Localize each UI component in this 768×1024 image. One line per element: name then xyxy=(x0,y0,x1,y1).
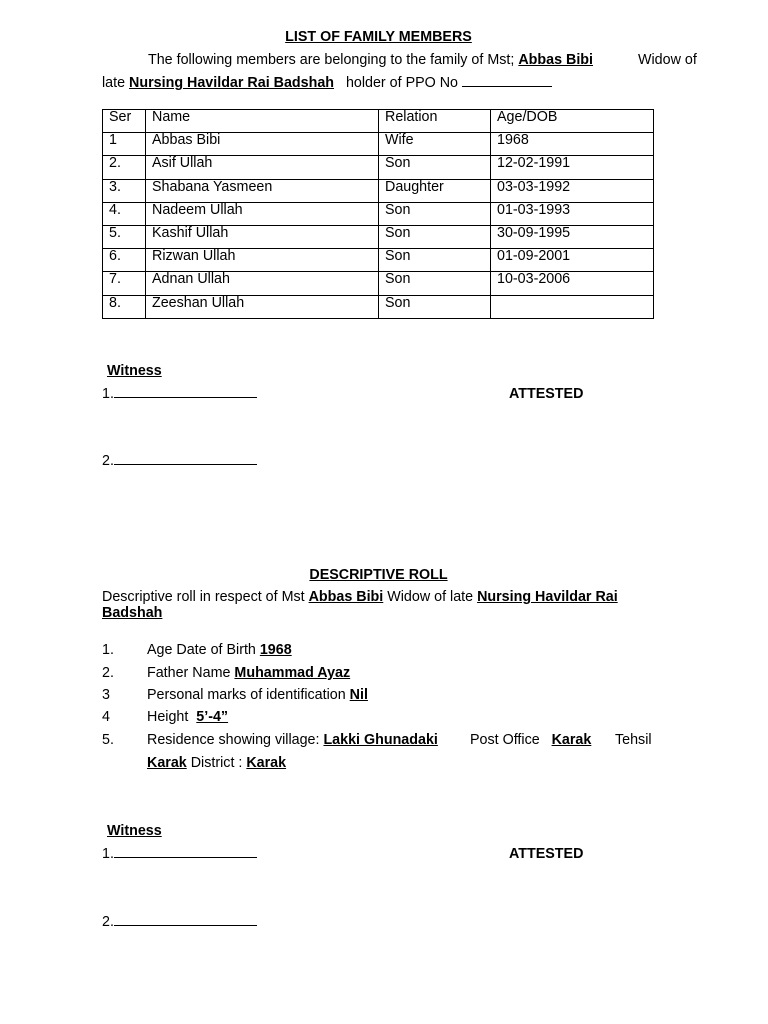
signature-line xyxy=(114,914,257,926)
roll-item-label: Personal marks of identification xyxy=(147,687,346,703)
cell-relation: Son xyxy=(379,272,491,295)
district-label: District : xyxy=(190,755,243,771)
cell-name: Adnan Ullah xyxy=(146,272,379,295)
cell-name: Zeeshan Ullah xyxy=(146,295,379,318)
cell-relation: Son xyxy=(379,202,491,225)
header-cell: Relation xyxy=(379,110,491,133)
residence-label: Residence showing village: xyxy=(147,732,320,748)
roll-item-label: Age Date of Birth xyxy=(147,642,256,658)
table-row xyxy=(103,295,654,318)
cell-ser: 4. xyxy=(103,202,146,225)
cell-ser: 1 xyxy=(103,133,146,156)
header-cell: Ser xyxy=(103,110,146,133)
list-attested: ATTESTED xyxy=(509,386,584,402)
roll-item-num: 3 xyxy=(102,687,110,703)
list-witness-1 xyxy=(102,386,257,402)
table-row xyxy=(103,249,654,272)
roll-item-num: 5. xyxy=(102,732,114,748)
roll-attested: ATTESTED xyxy=(509,846,584,862)
roll-item xyxy=(147,709,228,725)
cell-dob: 03-03-1992 xyxy=(491,179,654,202)
roll-late-name-1: Nursing Havildar Rai xyxy=(477,589,618,605)
roll-residence-line1 xyxy=(147,732,438,748)
post-office-value: Karak xyxy=(551,732,592,748)
table-row xyxy=(103,156,654,179)
cell-ser: 5. xyxy=(103,225,146,248)
roll-item-value: Nil xyxy=(349,687,368,703)
cell-relation: Son xyxy=(379,225,491,248)
signature-line xyxy=(114,453,257,465)
list-title: LIST OF FAMILY MEMBERS xyxy=(285,29,472,45)
list-intro-late: late xyxy=(102,75,126,91)
roll-residence-po xyxy=(470,732,591,748)
roll-title: DESCRIPTIVE ROLL xyxy=(309,567,448,583)
signature-line xyxy=(114,386,257,398)
cell-ser: 8. xyxy=(103,295,146,318)
roll-item-value: 1968 xyxy=(259,642,292,658)
roll-item xyxy=(147,642,292,658)
cell-name: Abbas Bibi xyxy=(146,133,379,156)
cell-dob: 1968 xyxy=(491,133,654,156)
list-intro-line2 xyxy=(102,75,552,91)
cell-relation: Daughter xyxy=(379,179,491,202)
roll-intro-text2: Widow of late xyxy=(387,589,474,605)
cell-ser: 3. xyxy=(103,179,146,202)
cell-ser: 6. xyxy=(103,249,146,272)
roll-item-label: Height xyxy=(147,709,189,725)
cell-name: Rizwan Ullah xyxy=(146,249,379,272)
roll-item-num: 2. xyxy=(102,665,114,681)
roll-witness-1 xyxy=(102,846,257,862)
roll-item-value: Muhammad Ayaz xyxy=(234,665,351,681)
witness-number: 1. xyxy=(102,846,114,862)
list-witness-label: Witness xyxy=(107,363,162,379)
roll-item-value: 5’-4” xyxy=(196,709,229,725)
list-intro-line1 xyxy=(148,52,593,68)
list-witness-2 xyxy=(102,453,257,469)
cell-dob xyxy=(491,295,654,318)
cell-name: Kashif Ullah xyxy=(146,225,379,248)
list-intro-ppo: holder of PPO No xyxy=(345,75,459,91)
table-row xyxy=(103,133,654,156)
roll-item-label: Father Name xyxy=(147,665,231,681)
table-row xyxy=(103,202,654,225)
tehsil-value: Karak xyxy=(147,755,187,771)
cell-ser: 2. xyxy=(103,156,146,179)
roll-witness-2 xyxy=(102,914,257,930)
list-late-name: Nursing Havildar Rai Badshah xyxy=(129,75,335,91)
roll-intro-line1 xyxy=(102,589,618,605)
cell-dob: 01-03-1993 xyxy=(491,202,654,225)
list-mst-name: Abbas Bibi xyxy=(518,52,593,68)
cell-relation: Son xyxy=(379,156,491,179)
cell-ser: 7. xyxy=(103,272,146,295)
table-header-row xyxy=(103,110,654,133)
post-office-label: Post Office xyxy=(470,732,540,748)
cell-name: Asif Ullah xyxy=(146,156,379,179)
witness-number: 2. xyxy=(102,914,114,930)
roll-late-name-2: Badshah xyxy=(102,605,163,621)
roll-intro-text1: Descriptive roll in respect of Mst xyxy=(102,589,305,605)
roll-item-num: 1. xyxy=(102,642,114,658)
cell-dob: 10-03-2006 xyxy=(491,272,654,295)
header-cell: Name xyxy=(146,110,379,133)
residence-village: Lakki Ghunadaki xyxy=(323,732,438,748)
roll-item-num: 4 xyxy=(102,709,110,725)
witness-number: 1. xyxy=(102,386,114,402)
witness-number: 2. xyxy=(102,453,114,469)
table-row xyxy=(103,272,654,295)
list-intro-widow: Widow of xyxy=(638,52,697,68)
cell-name: Nadeem Ullah xyxy=(146,202,379,225)
signature-line xyxy=(114,846,257,858)
roll-item xyxy=(147,687,368,703)
tehsil-label: Tehsil xyxy=(615,732,652,748)
district-value: Karak xyxy=(246,755,287,771)
cell-relation: Son xyxy=(379,295,491,318)
cell-dob: 12-02-1991 xyxy=(491,156,654,179)
cell-relation: Wife xyxy=(379,133,491,156)
roll-witness-label: Witness xyxy=(107,823,162,839)
cell-dob: 01-09-2001 xyxy=(491,249,654,272)
cell-dob: 30-09-1995 xyxy=(491,225,654,248)
table-row xyxy=(103,225,654,248)
roll-item xyxy=(147,665,350,681)
list-intro-text1: The following members are belonging to the family of Mst; xyxy=(148,52,515,68)
family-members-table xyxy=(102,109,654,319)
header-cell: Age/DOB xyxy=(491,110,654,133)
roll-mst-name: Abbas Bibi xyxy=(308,589,384,605)
cell-name: Shabana Yasmeen xyxy=(146,179,379,202)
table-row xyxy=(103,179,654,202)
roll-residence-line2 xyxy=(147,755,286,771)
ppo-blank-line xyxy=(462,75,552,87)
cell-relation: Son xyxy=(379,249,491,272)
